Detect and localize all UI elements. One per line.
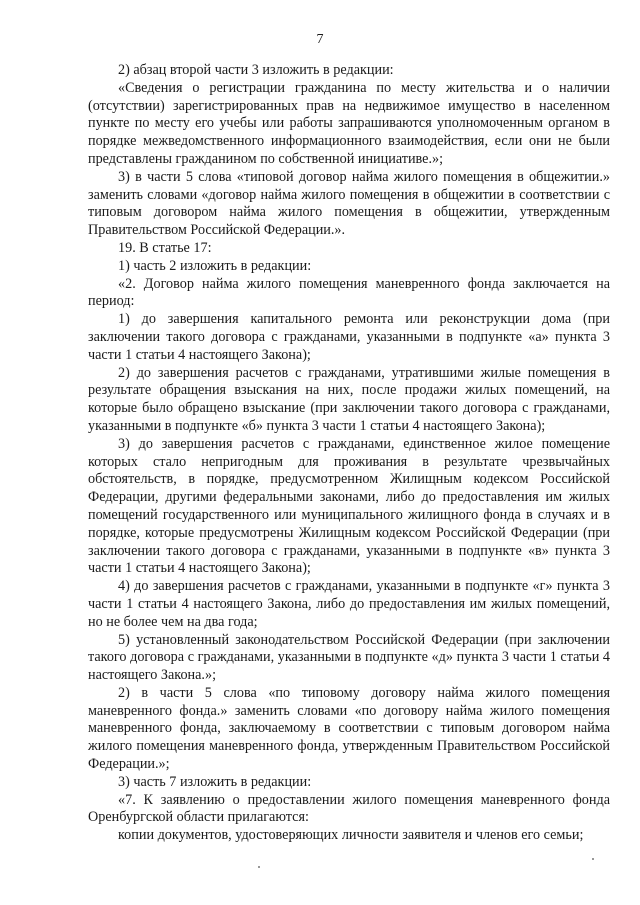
paragraph-14: «7. К заявлению о предоставлении жилого помещения маневренного фонда Оренбургской области прилагаются:	[88, 791, 610, 826]
paragraph-5: 1) часть 2 изложить в редакции:	[118, 257, 312, 274]
page-number: 7	[316, 32, 324, 47]
paragraph-8: 2) до завершения расчетов с гражданами, утратившими жилые помещения в результате обращения взыскания на них, после продажи жилых помещений, на которые было обращено взыскание (при заключении такого договора с гражданами, указанными в подпункте «б» пункта 3 части 1 статьи 4 настоящего Закона);	[88, 364, 610, 434]
document-body	[88, 62, 610, 845]
paragraph-11: 5) установленный законодательством Российской Федерации (при заключении такого договора с гражданами, указанными в подпункте «д» пункта 3 части 1 статьи 4 настоящего Закона.»;	[88, 631, 610, 684]
scan-speck	[258, 866, 260, 868]
paragraph-3: 3) в части 5 слова «типовой договор найма жилого помещения в общежитии.» заменить словами «договор найма жилого помещения в общежитии в соответствии с типовым договором найма жилого помещения в общежитии, утвержденным Правительством Российской Федерации.».	[88, 168, 610, 239]
paragraph-12: 2) в части 5 слова «по типовому договору найма жилого помещения маневренного фонда.» заменить словами «по договору найма жилого помещения маневренного фонда, заключаемому в соответствии с типовым договором найма жилого помещения маневренного фонда, утвержденным Правительством Российской Федерации.»;	[88, 684, 610, 773]
paragraph-2: «Сведения о регистрации гражданина по месту жительства и о наличии (отсутствии) зарегистрированных прав на недвижимое имущество в населенном пункте по месту его учебы или работы запрашиваются уполномоченным органом в порядке межведомственного информационного взаимодействия, если они не были представлены гражданином по собственной инициативе.»;	[88, 79, 610, 167]
paragraph-1: 2) абзац второй части 3 изложить в редакции:	[118, 62, 394, 78]
paragraph-9: 3) до завершения расчетов с гражданами, единственное жилое помещение которых стало непригодным для проживания в результате чрезвычайных обстоятельств, в порядке, предусмотренном Жилищным кодексом Российской Федерации, другими федеральными законами, либо до предоставления им жилых помещений государственного или муниципального жилищного фонда в случаях и в порядке, которые предусмотрены Жилищным кодексом Российской Федерации (при заключении такого договора с гражданами, указанными в подпункте «в» пункта 3 части 1 статьи 4 настоящего Закона);	[88, 435, 610, 577]
paragraph-13: 3) часть 7 изложить в редакции:	[118, 773, 312, 790]
paragraph-4: 19. В статье 17:	[118, 239, 212, 256]
paragraph-7: 1) до завершения капитального ремонта или реконструкции дома (при заключении такого договора с гражданами, указанными в подпункте «а» пункта 3 части 1 статьи 4 настоящего Закона);	[88, 311, 610, 363]
scan-speck	[592, 858, 594, 860]
paragraph-6: «2. Договор найма жилого помещения маневренного фонда заключается на период:	[88, 275, 610, 310]
paragraph-10: 4) до завершения расчетов с гражданами, указанными в подпункте «г» пункта 3 части 1 статьи 4 настоящего Закона, либо до предоставления им жилых помещений, но не более чем на два года;	[88, 578, 610, 630]
paragraph-15: копии документов, удостоверяющих личности заявителя и членов его семьи;	[118, 827, 584, 844]
